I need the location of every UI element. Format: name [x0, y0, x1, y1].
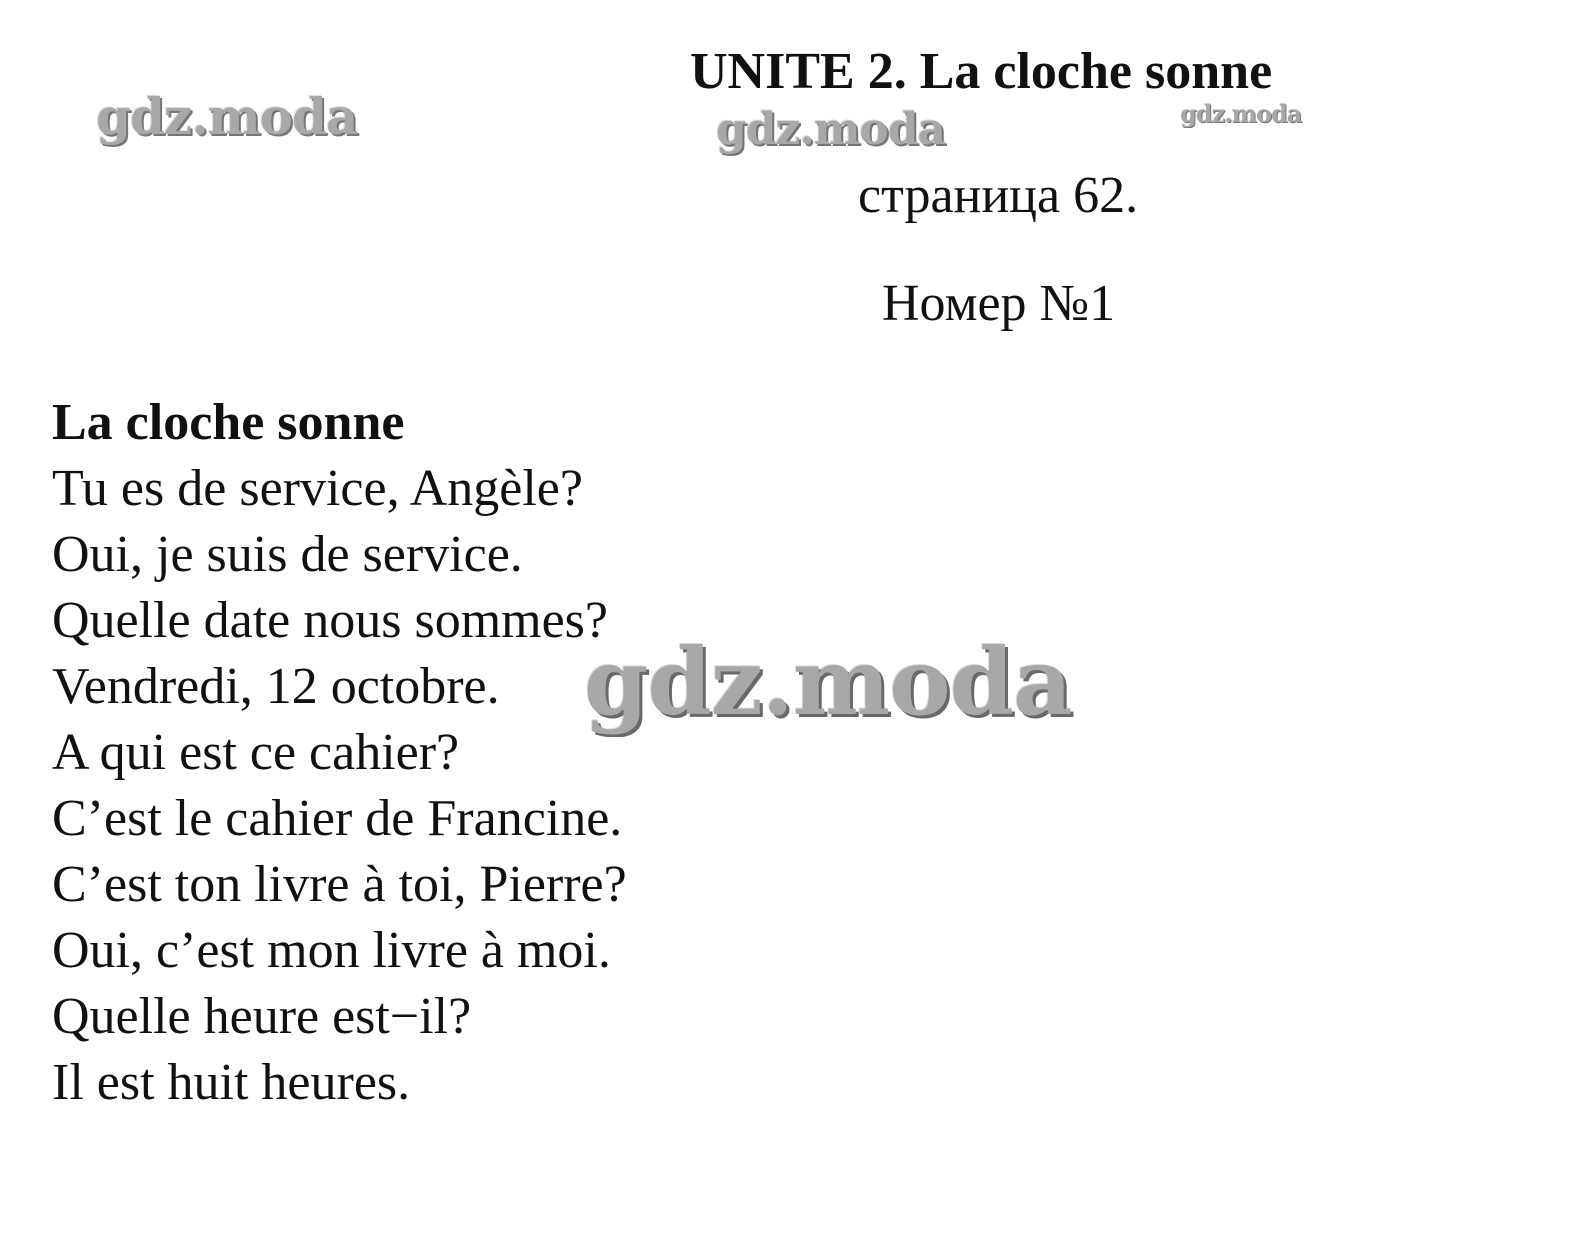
poem-title: La cloche sonne — [52, 394, 405, 451]
poem-line: C’est le cahier de Francine. — [52, 790, 623, 847]
poem-line: Quelle heure est−il? — [52, 988, 472, 1045]
watermark: gdz.moda — [716, 104, 946, 155]
poem-line: A qui est ce cahier? — [52, 724, 460, 781]
watermark: gdz.moda — [584, 628, 1072, 736]
poem-line: Vendredi, 12 octobre. — [52, 658, 500, 715]
watermark: gdz.moda — [96, 87, 358, 146]
poem-line: Il est huit heures. — [52, 1054, 411, 1111]
poem-line: Tu es de service, Angèle? — [52, 460, 583, 517]
poem-line: Quelle date nous sommes? — [52, 592, 608, 649]
unit-title: UNITE 2. La cloche sonne — [690, 43, 1273, 100]
poem-line: C’est ton livre à toi, Pierre? — [52, 856, 627, 913]
watermark: gdz.moda — [1180, 99, 1302, 128]
poem-line: Oui, c’est mon livre à moi. — [52, 922, 611, 979]
poem-line: Oui, je suis de service. — [52, 526, 523, 583]
number-label: Номер №1 — [882, 275, 1116, 332]
page-label: страница 62. — [858, 167, 1139, 224]
poem — [52, 390, 627, 1116]
